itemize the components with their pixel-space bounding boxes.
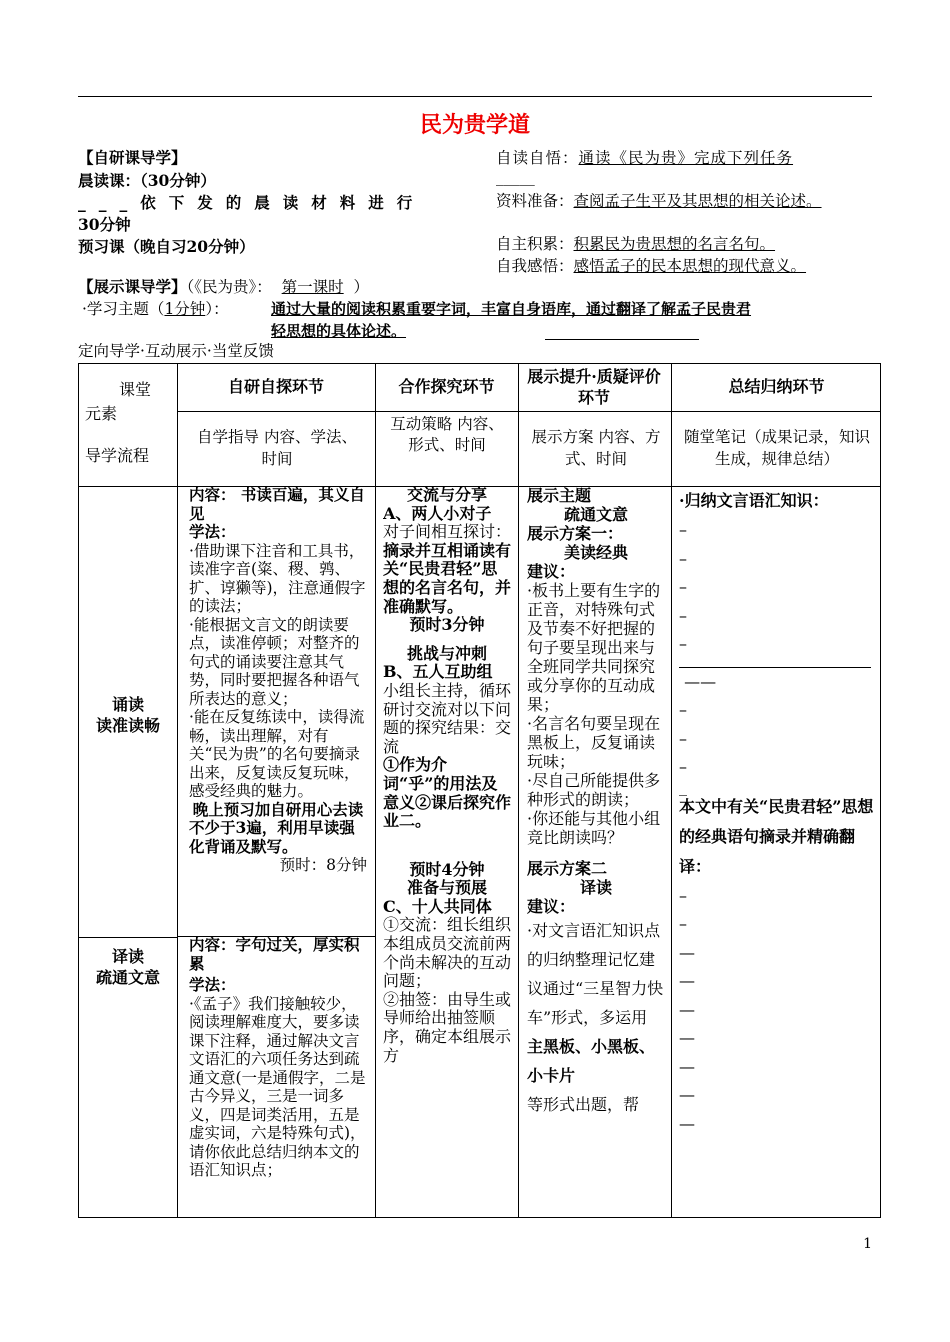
theme-row [82,298,229,320]
c3-plan-1: 展示方案一： [527,524,624,543]
c1r2-method: 学法： [189,975,236,994]
note-line: – [679,700,687,719]
show-class-heading: 【展示课导学】 [78,277,187,296]
reflection-row [496,255,806,277]
materials-label: 资料准备： [496,192,574,210]
c3-point-5: ·对文言语汇知识点的归纳整理记忆建议通过“三星智力快车”形式，多运用 [527,921,664,1027]
c2-time-1: 预时3分钟 [409,615,485,635]
header-self-study: 自研自探环节 [227,377,324,396]
accumulate-label: 自主积累： [496,235,574,253]
header-cooperation: 合作探究环节 [398,377,495,396]
note-line: — [679,971,695,990]
morning-reading-task: ___依下发的晨读材料进行 [78,193,426,212]
c2-share: 交流与分享 [406,486,487,504]
note-line: – [679,634,687,653]
materials-value: 查阅孟子生平及其思想的相关论述。 [573,192,822,210]
c2-team-exchange: ①交流：组长组织本组成员交流前两个尚未解决的互动问题； [383,915,511,991]
self-study-heading: 【自研课导学】 [78,148,187,167]
guide-line: 定向导学·互动展示·当堂反馈 [78,342,274,360]
c1r2-content: 内容：字句过关，厚实积累 [189,936,360,973]
c2-group-task: 小组长主持，循环研讨交流对以下问题的探究结果：交流 [383,680,511,756]
self-read-blank: _____ [496,168,535,186]
c1r1-point-2: ·能根据文言文的朗读要点，读准停顿；对整齐的句式的诵读要注意其气势，同时要把握各种语气所表达的意义； [189,615,360,708]
note-line: – [679,605,687,625]
self-read-row [496,147,793,169]
c3-plan-2-name: 译读 [579,878,612,897]
c3-point-2: ·名言名句要呈现在黑板上，反复诵读玩味； [527,714,661,771]
c3-plan-2: 展示方案二 [527,859,608,878]
c3-point-3: ·尽自己所能提供多种形式的朗读； [527,771,661,809]
lesson-table [78,363,881,1218]
preview-class-label: 预习课（晚自习20分钟） [78,237,255,256]
row-label-translating [81,946,175,988]
note-line: – [679,577,687,596]
reflection-label: 自我感悟： [496,257,574,275]
corner-label-1: 课堂 [119,380,152,399]
c1r1-time: 预时：8分钟 [279,856,367,874]
header-showcase: 展示提升·质疑评价环节 [527,367,661,407]
course-label: （《民为贵》： [186,278,272,296]
note-line: — [679,1113,695,1133]
c3-theme-value: 疏通文意 [563,505,628,524]
c3-plan-1-name: 美读经典 [563,543,628,562]
c1r1-evening: 晚上预习加自研用心去读 [192,799,364,819]
c2-time-2: 预时4分钟 [409,859,485,879]
c3-theme: 展示主题 [527,486,592,505]
page-title: 民为贵学道 [419,112,530,138]
theme-underline [545,339,699,340]
c1r1-point-3: ·能在反复练读中，读得流畅，读出理解，对有关“民为贵”的名句要摘录出来，反复读反复玩味，感受经典的魅力。 [189,708,365,800]
show-class-row [78,276,369,298]
c4-quotes-heading: 本文中有关“民贵君轻”思想的经典语句摘录并精确翻译： [679,796,874,876]
materials-row [496,190,822,212]
header-summary: 总结归纳环节 [728,377,825,396]
c1r1-requirement: 不少于3遍，利用早读强化背诵及默写。 [189,818,355,856]
self-study-translating-content [189,936,367,1216]
sub-showcase: 展示方案 内容、方式、时间 [531,428,661,468]
c2-team: C、十人共同体 [383,896,492,916]
c3-point-4: ·你还能与其他小组竞比朗读吗？ [527,809,661,847]
note-line: — [679,942,695,962]
c2-pair-detail: 摘录并互相诵读有关“民贵君轻”思想的名言名句，并准确默写。 [383,540,511,616]
theme-mid: ）： [205,300,229,318]
theme-time: 1分钟 [164,300,206,318]
note-line: — [679,999,695,1019]
header-rule [78,96,872,97]
c2-pair-task: 对子间相互探讨： [383,522,511,542]
row-label-reading [81,694,175,736]
theme-label: ·学习主题（ [82,300,165,318]
c3-point-1: ·板书上要有生字的正音，对特殊句式及节奏不好把握的句子要呈现出来与全班同学共同探究或分享你的互动成果； [527,581,661,714]
course-period: 第一课时 [281,278,344,296]
c2-group-question: ①作为介词“乎”的用法及意义②课后探究作业二。 [383,755,511,831]
row-label-translating-b: 疏通文意 [95,968,160,987]
morning-reading-label: 晨读课：（30分钟） [78,171,216,190]
sub-summary: 随堂笔记（成果记录，知识生成，规律总结） [683,428,870,468]
row-label-reading-b: 读准读畅 [95,716,160,735]
accumulate-value: 积累民为贵思想的名言名句。 [573,235,776,253]
cooperation-content [383,486,511,1216]
corner-label-2: 元素 [85,404,118,423]
theme-text-2: 轻思想的具体论述。 [271,322,407,340]
note-line: — [679,1056,695,1076]
reflection-value: 感悟孟子的民本思想的现代意义。 [573,257,807,275]
c2-group: B、五人互助组 [383,662,493,682]
self-read-value: 通读《民为贵》完成下列任务 [578,149,794,167]
note-line: — [679,1028,695,1047]
theme-text-1: 通过大量的阅读积累重要字词，丰富自身语库，通过翻译了解孟子民贵君 [271,300,752,318]
self-study-reading-content [189,486,367,936]
c2-prepare: 准备与预展 [406,878,487,898]
c1r2-point: ·《孟子》我们接触较少，阅读理解难度大，要多读课下注释，通过解决文言文语汇的六项任务达到疏通文意(一是通假字，二是古今异义，三是一词多义，四是词类活用，五是虚实词，六是特殊句式)，请你依此总结归纳本文的语汇知识点； [189,994,366,1179]
note-line: – [679,914,687,933]
sub-cooperation: 互动策略 内容、形式、时间 [390,415,504,454]
col-divider-1 [177,364,178,1217]
c3-boards: 主黑板、小黑板、小卡片 [527,1037,656,1085]
header-row-divider [177,411,880,412]
c1r1-point-1: ·借助课下注音和工具书，读准字音(粢、稷、鹑、扩、谆獭等)，注意通假字的读法； [189,541,366,615]
row-label-translating-a: 译读 [111,947,144,966]
note-line: _ [679,776,687,796]
self-read-label: 自读自悟： [496,149,579,167]
note-line: – [679,885,687,905]
note-line: – [679,548,687,568]
col-divider-4 [671,364,672,1217]
showcase-content [527,486,665,1216]
c2-team-draw: ②抽签：由导生或导师给出抽签顺序，确定本组展示方 [383,989,511,1065]
accumulate-row [496,233,775,255]
morning-reading-duration: 30分钟 [78,215,131,234]
note-line: — [679,1085,695,1104]
note-line: – [679,728,687,748]
page-number: 1 [863,1236,872,1252]
note-line: – [679,520,687,539]
c1r1-content: 内容： 书读百遍，其义自见 [189,486,365,523]
c3-point-5-end: 等形式出题，帮 [527,1095,640,1114]
corner-label-3: 导学流程 [85,446,150,465]
c2-pair: A、两人小对子 [383,503,492,523]
course-end: ） [353,278,370,296]
c4-vocab-heading: ·归纳文言语汇知识： [679,491,829,510]
note-line: —— [679,671,717,691]
c3-suggest-2: 建议： [527,897,576,916]
c2-challenge: 挑战与冲刺 [406,643,487,663]
label-row-divider [79,937,177,938]
col-divider-2 [375,364,376,1217]
c3-suggest-1: 建议： [527,562,576,581]
summary-content [679,486,877,1216]
col-divider-3 [518,364,519,1217]
row-label-reading-a: 诵读 [111,695,144,714]
note-line: – [679,757,687,776]
c1r1-method: 学法： [189,522,236,541]
sub-self-study: 自学指导 内容、学法、时间 [197,428,357,468]
